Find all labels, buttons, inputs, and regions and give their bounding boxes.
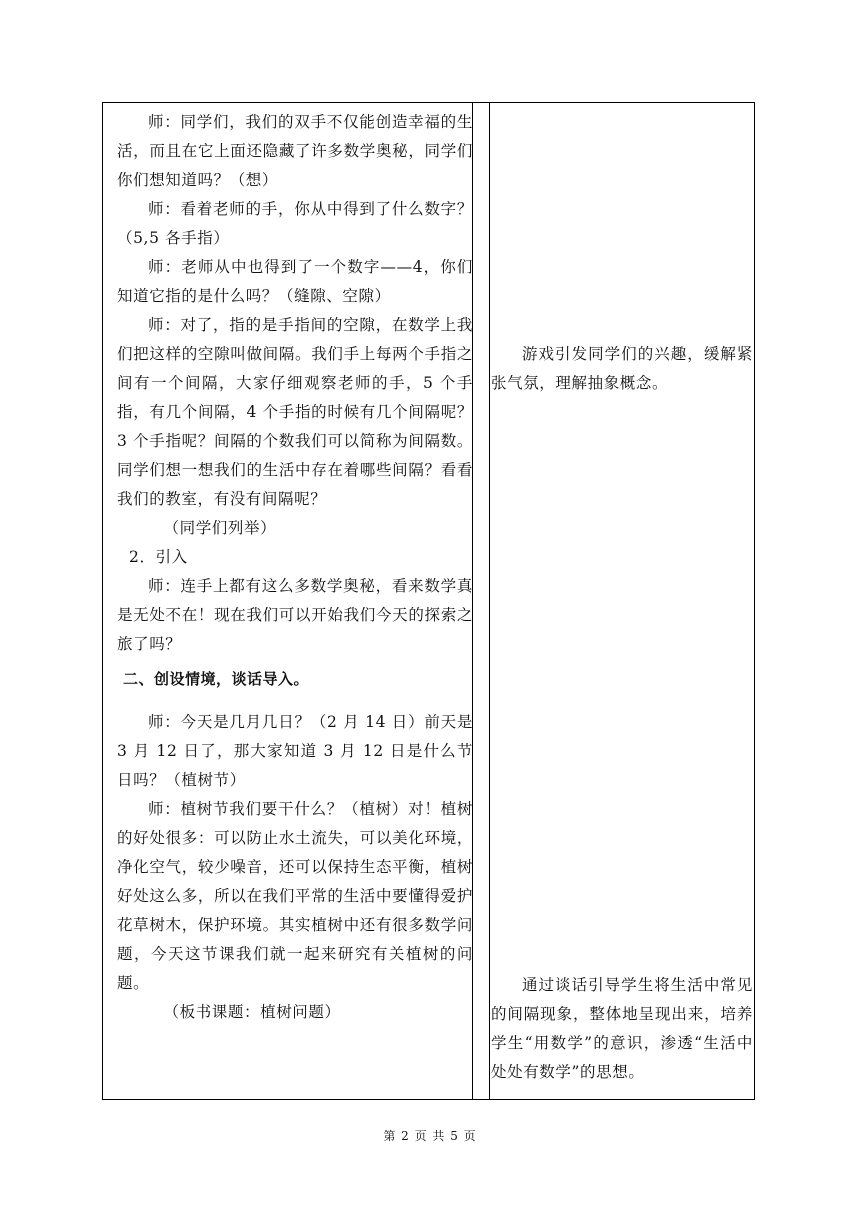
dialogue-paragraph: 师：连手上都有这么多数学奥秘，看来数学真是无处不在！现在我们可以开始我们今天的探索之旅了吗？ xyxy=(117,577,473,653)
section-heading: 二、创设情境，谈话导入。 xyxy=(123,670,310,688)
student-activity-note: （同学们列举） xyxy=(163,519,277,537)
page-indicator: 第 2 页 共 5 页 xyxy=(383,1129,477,1143)
column-divider xyxy=(489,103,490,1099)
dialogue-paragraph: 师：看着老师的手，你从中得到了什么数字？（5,5 各手指） xyxy=(117,200,473,247)
dialogue-paragraph: 师：今天是几月几日？（2 月 14 日）前天是 3 月 12 日了，那大家知道 3 月 12 日是什么节日吗？（植树节） xyxy=(117,713,473,789)
lesson-plan-table xyxy=(102,102,755,1100)
section-step-label: 2．引入 xyxy=(129,548,188,566)
design-note: 游戏引发同学们的兴趣，缓解紧张气氛，理解抽象概念。 xyxy=(491,345,753,392)
lesson-content-column xyxy=(117,103,473,1027)
dialogue-paragraph: 师：对了，指的是手指间的空隙，在数学上我们把这样的空隙叫做间隔。我们手上每两个手指之间有一个间隔，大家仔细观察老师的手，5 个手指，有几个间隔，4 个手指的时候有几个间隔呢？3 个手指呢？间隔的个数我们可以简称为间隔数。同学们想一想我们的生活中存在着哪些间隔？看看我们的教室，有没有间隔呢？ xyxy=(117,316,473,508)
dialogue-paragraph: 师：老师从中也得到了一个数字——4，你们知道它指的是什么吗？（缝隙、空隙） xyxy=(117,258,473,305)
board-title-note: （板书课题：植树问题） xyxy=(163,1003,341,1021)
design-note: 通过谈话引导学生将生活中常见的间隔现象，整体地呈现出来，培养学生“用数学”的意识，渗透“生活中处处有数学”的思想。 xyxy=(491,976,753,1081)
dialogue-paragraph: 师：植树节我们要干什么？（植树）对！植树的好处很多：可以防止水土流失，可以美化环境，净化空气，较少噪音，还可以保持生态平衡，植树好处这么多，所以在我们平常的生活中要懂得爱护花草树木，保护环境。其实植树中还有很多数学问题，今天这节课我们就一起来研究有关植树的问题。 xyxy=(117,800,473,992)
dialogue-paragraph: 师：同学们，我们的双手不仅能创造幸福的生活，而且在它上面还隐藏了许多数学奥秘，同学们你们想知道吗？（想） xyxy=(117,113,473,189)
